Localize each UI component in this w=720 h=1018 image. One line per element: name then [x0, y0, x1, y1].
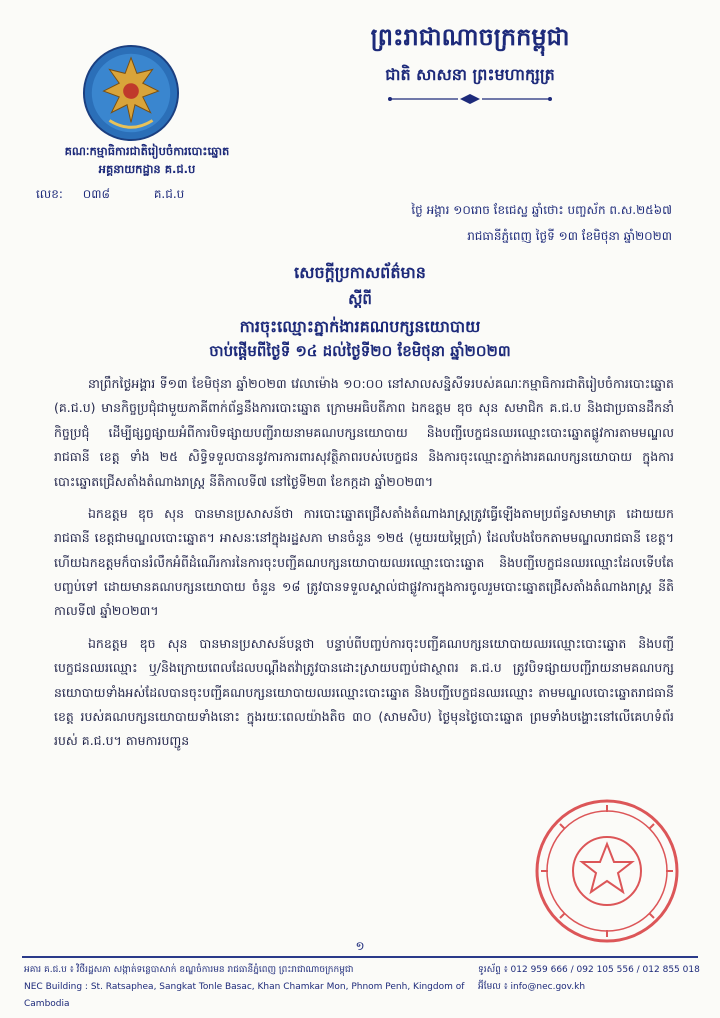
kingdom-heading: ព្រះរាជាណាចក្រកម្ពុជា	[370, 23, 570, 51]
footer-contact	[478, 962, 708, 996]
paragraph-1: នាព្រឹកថ្ងៃអង្គារ ទី១៣ ខែមិថុនា ឆ្នាំ២០២៣ វេលាម៉ោង ១០:០០ នៅសាលសន្និសីទរបស់គណៈកម្មាធិការជាតិរៀបចំការបោះឆ្នោត (គ.ជ.ប) មានកិច្ចប្រជុំជាមួយភាគីពាក់ព័ន្ធនឹងការបោះឆ្នោត ក្រោមអធិបតីភាព ឯកឧត្ដម ឌុច សុន សមាជិក គ.ជ.ប និងជាប្រធានដឹកនាំកិច្ចប្រជុំ ដើម្បីផ្សព្វផ្សាយអំពីការបិទផ្សាយបញ្ជីរាយនាមគណបក្សនយោបាយ និងបញ្ជីបេក្ខជនឈរឈ្មោះបោះឆ្នោតផ្លូវការតាមមណ្ឌលរាជធានី ខេត្ត ទាំង ២៥ សិទ្ធិទទួលបាននូវការការពារសុវត្ថិភាពរបស់បេក្ខជន និងការចុះឈ្មោះភ្នាក់ងារគណបក្សនយោបាយ ក្នុងការបោះឆ្នោតជ្រើសតាំងតំណាងរាស្ត្រ នីតិកាលទី៧ នៅថ្ងៃទី២៣ ខែកក្កដា ឆ្នាំ២០២៣។	[54, 376, 674, 489]
official-seal-stamp	[532, 796, 682, 946]
ornament-divider-icon	[380, 92, 560, 106]
footer-address-khmer: អគារ គ.ជ.ប ៖ វិថីរដ្ឋសភា សង្កាត់ទន្លេបាសាក់ ខណ្ឌចំការមន រាជធានីភ្នំពេញ ព្រះរាជាណាចក្រកម្ពុជា	[24, 965, 354, 975]
organization-name-line2: អគ្គនាយកដ្ឋាន គ.ជ.ប	[98, 161, 196, 176]
title-subject-label: ស្ដីពី	[348, 290, 372, 308]
solar-date: រាជធានីភ្នំពេញ ថ្ងៃទី ១៣ ខែមិថុនា ឆ្នាំ២០២៣	[467, 229, 672, 243]
page-number: ១	[355, 939, 365, 953]
title-period: ចាប់ផ្ដើមពីថ្ងៃទី ១៤ ដល់ថ្ងៃទី២០ ខែមិថុនា ឆ្នាំ២០២៣	[209, 342, 511, 360]
document-title: សេចក្ដីប្រកាសព័ត៌មាន	[294, 263, 426, 282]
footer-email: អ៊ីមែល ៖ info@nec.gov.kh	[478, 982, 586, 993]
footer-address-english: NEC Building : St. Ratsaphea, Sangkat Tonle Basac, Khan Chamkar Mon, Phnom Penh, Kingdom of Cambodia	[24, 982, 465, 1010]
lunar-date: ថ្ងៃ អង្គារ ១០រោច ខែជេស្ឋ ឆ្នាំថោះ បញ្ចស័ក ព.ស.២៥៦៧	[411, 203, 672, 217]
paragraph-3: ឯកឧត្ដម ឌុច សុន បានមានប្រសាសន៍បន្តថា បន្ទាប់ពីបញ្ចប់ការចុះបញ្ជីគណបក្សនយោបាយឈរឈ្មោះបោះឆ្នោត និងបញ្ជីបេក្ខជនឈរឈ្មោះ ឬ/និងក្រោយពេលដែលបណ្ដឹងតវ៉ាត្រូវបានដោះស្រាយបញ្ចប់ជាស្ថាពរ គ.ជ.ប ត្រូវបិទផ្សាយបញ្ជីរាយនាមគណបក្សនយោបាយទាំងអស់ដែលបានចុះបញ្ជីគណបក្សនយោបាយឈរឈ្មោះបោះឆ្នោត និងបញ្ជីបេក្ខជនឈរឈ្មោះ តាមមណ្ឌលបោះឆ្នោតរាជធានី ខេត្ត របស់គណបក្សនយោបាយទាំងនោះ ក្នុងរយៈពេលយ៉ាងតិច ៣០ (សាមសិប) ថ្ងៃមុនថ្ងៃបោះឆ្នោត ព្រមទាំងបង្ហោះនៅលើគេហទំព័ររបស់ គ.ជ.ប។ តាមការបញ្ជូន	[54, 635, 674, 749]
footer-divider	[22, 956, 698, 958]
footer-address	[24, 962, 474, 1013]
paragraph-2: ឯកឧត្ដម ឌុច សុន បានមានប្រសាសន៍ថា ការបោះឆ្នោតជ្រើសតាំងតំណាងរាស្ត្រត្រូវធ្វើឡើងតាមប្រព័ន្ធសមាមាត្រ ដោយយករាជធានី ខេត្តជាមណ្ឌលបោះឆ្នោត។ អាសនៈនៅក្នុងរដ្ឋសភា មានចំនួន ១២៥ (មួយរយម្ភៃប្រាំ) ដែលបែងចែកតាមមណ្ឌលរាជធានី ខេត្ត។ ហើយឯកឧត្ដមក៏បានរំលឹកអំពីដំណើរការនៃការចុះបញ្ជីគណបក្សនយោបាយឈរឈ្មោះបោះឆ្នោត និងបញ្ជីបេក្ខជនឈរឈ្មោះដែលទើបតែបញ្ចប់ទៅ ដោយមានគណបក្សនយោបាយ ចំនួន ១៨ ត្រូវបានទទួលស្គាល់ជាផ្លូវការក្នុងការចូលរួមបោះឆ្នោតជ្រើសតាំងតំណាងរាស្ត្រ នីតិកាលទី៧ ឆ្នាំ២០២៣។	[54, 505, 674, 619]
reference-number: ០៣៨	[82, 187, 110, 201]
organization-name	[22, 143, 272, 179]
reference-suffix: គ.ជ.ប	[153, 187, 185, 201]
title-subject: ការចុះឈ្មោះភ្នាក់ងារគណបក្សនយោបាយ	[239, 317, 481, 336]
document-body	[54, 372, 674, 762]
national-motto: ជាតិ សាសនា ព្រះមហាក្សត្រ	[385, 65, 555, 84]
reference-label: លេខ:	[36, 187, 63, 201]
footer-phone: ទូរស័ព្ទ ៖ 012 959 666 / 092 105 556 / 012 855 018	[478, 965, 700, 975]
organization-name-line1: គណៈកម្មាធិការជាតិរៀបចំការបោះឆ្នោត	[64, 144, 230, 158]
reference-number-line	[36, 186, 190, 204]
nec-logo-emblem	[82, 44, 180, 142]
